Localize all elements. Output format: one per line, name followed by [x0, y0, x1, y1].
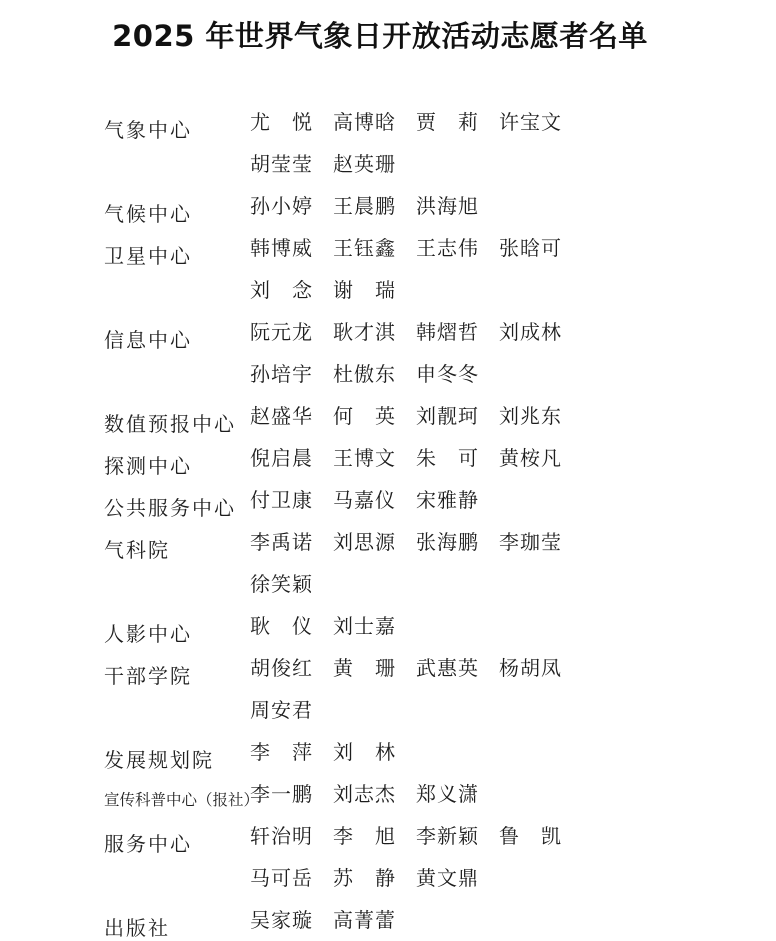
member-name: 尤 悦	[250, 110, 313, 134]
department-block	[104, 780, 764, 808]
department-block	[104, 486, 764, 520]
department-block	[104, 444, 764, 478]
department-block	[104, 738, 764, 772]
member-name: 阮元龙	[250, 320, 313, 344]
row-spacer	[104, 472, 764, 486]
member-name: 马嘉仪	[333, 488, 396, 512]
department-name: 气象中心	[104, 118, 192, 142]
member-name: 李 萍	[250, 740, 313, 764]
row-spacer	[104, 724, 764, 738]
department-block	[104, 654, 764, 724]
member-list	[250, 444, 660, 472]
member-name: 洪海旭	[416, 194, 479, 218]
member-name: 王晨鹏	[333, 194, 396, 218]
department-block	[104, 318, 764, 388]
department-name: 卫星中心	[104, 244, 192, 268]
member-name: 苏 静	[333, 866, 396, 890]
member-list	[250, 402, 660, 430]
department-name: 气科院	[104, 538, 170, 562]
row-spacer	[104, 598, 764, 612]
member-name: 刘兆东	[499, 404, 562, 428]
member-name: 刘靓珂	[416, 404, 479, 428]
volunteer-roster	[104, 108, 764, 940]
member-name: 刘思源	[333, 530, 396, 554]
member-name: 李一鹏	[250, 782, 313, 806]
member-name: 韩熠哲	[416, 320, 479, 344]
member-name: 黄 珊	[333, 656, 396, 680]
member-name: 周安君	[250, 698, 313, 722]
member-list	[250, 528, 660, 598]
row-spacer	[104, 808, 764, 822]
member-name: 朱 可	[416, 446, 479, 470]
department-block	[104, 528, 764, 598]
department-block	[104, 906, 764, 940]
member-list	[250, 822, 660, 892]
member-name: 王博文	[333, 446, 396, 470]
member-name: 耿 仪	[250, 614, 313, 638]
member-name: 何 英	[333, 404, 396, 428]
department-name: 气候中心	[104, 202, 192, 226]
member-name: 刘士嘉	[333, 614, 396, 638]
department-block	[104, 192, 764, 226]
member-name: 徐笑颖	[250, 572, 313, 596]
member-name: 宋雅静	[416, 488, 479, 512]
member-list	[250, 108, 660, 178]
member-name: 张海鹏	[416, 530, 479, 554]
member-list	[250, 234, 660, 304]
department-name: 出版社	[104, 916, 170, 940]
department-name: 公共服务中心	[104, 496, 236, 520]
member-name: 耿才淇	[333, 320, 396, 344]
row-spacer	[104, 220, 764, 234]
member-name: 黄文鼎	[416, 866, 479, 890]
member-name: 刘 念	[250, 278, 313, 302]
page-title: 2025 年世界气象日开放活动志愿者名单	[112, 19, 648, 53]
member-name: 李禹诺	[250, 530, 313, 554]
member-name: 孙小婷	[250, 194, 313, 218]
member-name: 贾 莉	[416, 110, 479, 134]
department-name: 数值预报中心	[104, 412, 236, 436]
member-name: 孙培宇	[250, 362, 313, 386]
member-name: 胡俊红	[250, 656, 313, 680]
member-name: 刘成林	[499, 320, 562, 344]
member-name: 付卫康	[250, 488, 313, 512]
member-name: 杨胡凤	[499, 656, 562, 680]
department-name: 服务中心	[104, 832, 192, 856]
department-block	[104, 402, 764, 436]
department-block	[104, 108, 764, 178]
department-name: 探测中心	[104, 454, 192, 478]
member-name: 高博晗	[333, 110, 396, 134]
member-name: 吴家璇	[250, 908, 313, 932]
member-list	[250, 654, 660, 724]
member-list	[250, 192, 660, 220]
member-list	[250, 738, 660, 766]
department-name: 干部学院	[104, 664, 192, 688]
member-list	[250, 612, 660, 640]
member-name: 王志伟	[416, 236, 479, 260]
member-name: 赵英珊	[333, 152, 396, 176]
department-name: 信息中心	[104, 328, 192, 352]
member-list	[250, 486, 660, 514]
member-name: 刘志杰	[333, 782, 396, 806]
row-spacer	[104, 892, 764, 906]
member-name: 刘 林	[333, 740, 396, 764]
member-name: 轩治明	[250, 824, 313, 848]
department-block	[104, 234, 764, 304]
member-name: 武惠英	[416, 656, 479, 680]
department-block	[104, 822, 764, 892]
row-spacer	[104, 304, 764, 318]
row-spacer	[104, 640, 764, 654]
department-name: 人影中心	[104, 622, 192, 646]
member-name: 胡莹莹	[250, 152, 313, 176]
member-name: 许宝文	[499, 110, 562, 134]
department-name: 宣传科普中心（报社）	[104, 791, 260, 809]
member-name: 赵盛华	[250, 404, 313, 428]
member-name: 李 旭	[333, 824, 396, 848]
member-name: 马可岳	[250, 866, 313, 890]
row-spacer	[104, 388, 764, 402]
department-block	[104, 612, 764, 646]
member-list	[250, 780, 660, 808]
member-name: 韩博威	[250, 236, 313, 260]
member-name: 李珈莹	[499, 530, 562, 554]
department-name: 发展规划院	[104, 748, 214, 772]
member-name: 申冬冬	[416, 362, 479, 386]
member-name: 鲁 凯	[499, 824, 562, 848]
member-name: 杜傲东	[333, 362, 396, 386]
row-spacer	[104, 178, 764, 192]
member-name: 郑义潇	[416, 782, 479, 806]
member-list	[250, 906, 660, 934]
member-name: 黄桉凡	[499, 446, 562, 470]
member-name: 张晗可	[499, 236, 562, 260]
member-list	[250, 318, 660, 388]
member-name: 李新颖	[416, 824, 479, 848]
member-name: 谢 瑞	[333, 278, 396, 302]
member-name: 高菁蕾	[333, 908, 396, 932]
member-name: 王钰鑫	[333, 236, 396, 260]
member-name: 倪启晨	[250, 446, 313, 470]
